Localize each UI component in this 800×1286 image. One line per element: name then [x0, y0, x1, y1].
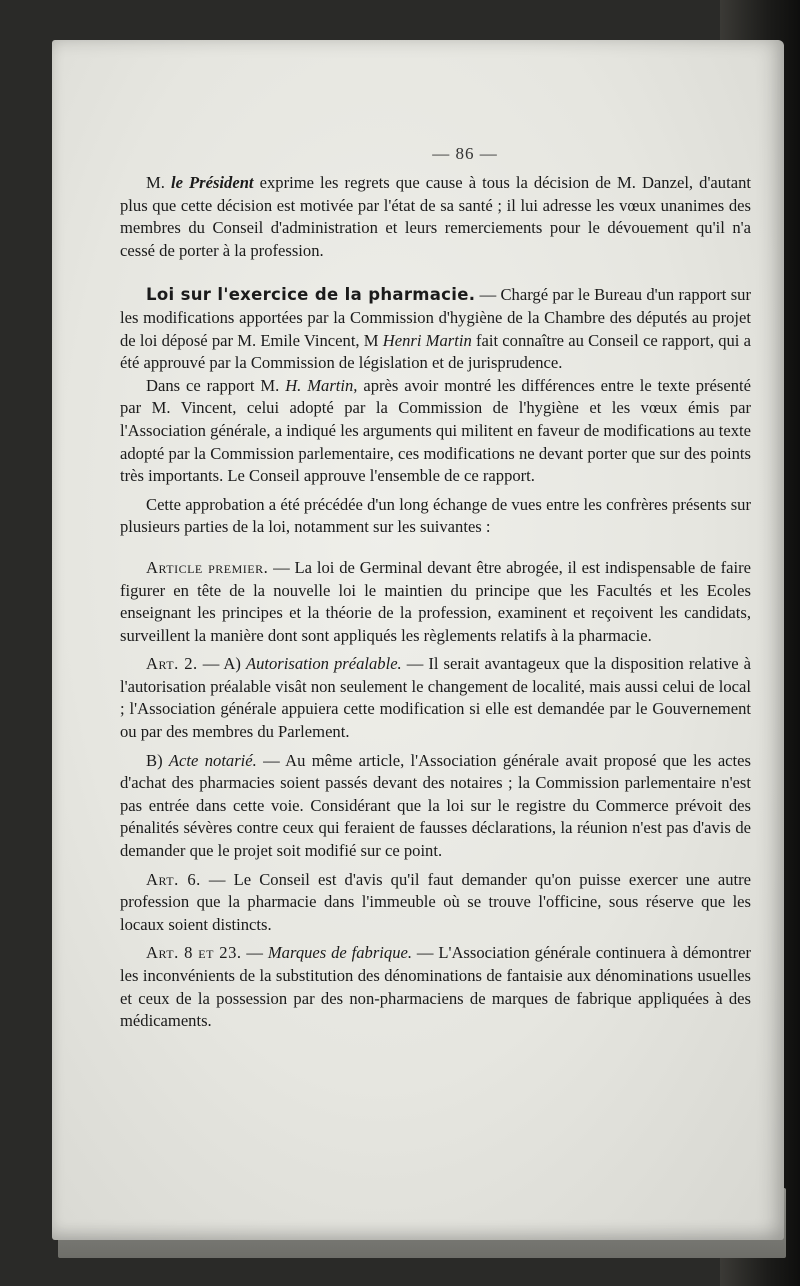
text-run: après avoir montré les différences entre le texte présenté par M. Vincent, celui adopté par la Commission de l'hygiène et les vœux émis par l'Association générale, a indiqué les arguments qui militent en faveur de modifications au texte adopté par la Commission parlementaire, ces modifications ne devant porter que sur des points très importants. Le Conseil approuve l'ensemble de ce rapport. [120, 375, 751, 486]
text-run: — L'Association générale continuera à démontrer les inconvénients de la substitution des dénominations de fantaisie aux dénominations usuelles et ceux de la possession par des non-pharmaciens de marques de fabrique appliquées à des médicaments. [120, 943, 752, 1031]
text-run: Dans ce rapport M. [146, 375, 286, 395]
text-run: — Il serait avantageux que la disposition relative à l'autorisation préalable visât non seulement le changement de localité, mais aussi celui de local ; l'Association générale appuiera cette modification si elle est demandée par le Gouvernement ou par des membres du Parlement. [120, 654, 751, 742]
text-run: fait connaître au Conseil ce rapport, qui a été approuvé par la Commission de législation et de jurisprudence. [120, 330, 751, 373]
text-run: — Au même article, l'Association générale avait proposé que les actes d'achat des pharmacies soient passés devant des notaires ; la Commission parlementaire n'est pas entrée dans cette voie. Considérant que la loi sur le registre du Commerce prévoit des pénalités sévères contre ceux qui feraient de fausses déclarations, la réunion n'est pas d'avis de demander que le projet soit modifié sur ce point. [120, 750, 751, 861]
person-name: Henri Martin [382, 330, 472, 350]
article-label: Art. 8 et 23. [146, 943, 242, 963]
text-run: Cette approbation a été précédée d'un long échange de vues entre les confrères présents sur plusieurs parties de la loi, notamment sur les suivantes : [120, 494, 751, 537]
paragraph-approbation [120, 494, 751, 539]
paragraph-acte-notarie [120, 750, 751, 863]
paragraph-article-8-23 [120, 942, 751, 1032]
page-body [120, 140, 751, 1033]
text-run: — Chargé par le Bureau d'un rapport sur les modifications apportées par la Commission d'hygiène de la Chambre des députés au projet de loi déposé par M. Emile Vincent, M [120, 285, 751, 350]
section-heading: Loi sur l'exercice de la pharmacie. [146, 285, 476, 305]
paragraph-article-premier [120, 557, 751, 647]
text-run: exprime les regrets que cause à tous la décision de M. Danzel, d'autant plus que cette décision est motivée par l'état de sa santé ; il lui adresse les vœux unanimes des membres du Conseil d'administration et leurs remerciements pour le dévouement qu'il n'a cessé de porter à la profession. [120, 173, 751, 260]
article-label: Article premier. [146, 557, 269, 577]
article-title: Acte notarié. [168, 750, 257, 770]
article-label: Art. 6. [146, 869, 201, 889]
text-run: — La loi de Germinal devant être abrogée, il est indispensable de faire figurer en tête de la nouvelle loi le maintien du principe que les Facultés et les Ecoles enseignant les principes et la théorie de la profession, examinent et reçoivent les candidats, surveillent la manière dont sont appliqués les règlements relatifs à la pharmacie. [120, 557, 751, 645]
text-run: B) [146, 750, 169, 770]
article-label: Art. 2. [146, 654, 198, 674]
paragraph-rapport [120, 375, 751, 488]
paragraph-article-6 [120, 869, 751, 937]
paragraph-article-2 [120, 653, 751, 743]
article-title: Autorisation préalable. [245, 654, 402, 674]
text-run: — [241, 943, 268, 963]
paragraph-loi-exercice [120, 284, 751, 374]
article-title: Marques de fabrique. [267, 943, 412, 963]
text-run: M. [146, 173, 171, 192]
text-run: — A) [197, 654, 246, 674]
paragraph-president [120, 172, 751, 262]
spacer [120, 262, 751, 284]
spacer [120, 539, 751, 557]
president-name: le Président [170, 173, 254, 192]
person-name: H. Martin, [285, 375, 358, 395]
page-number: — 86 — [432, 144, 498, 163]
text-run: — Le Conseil est d'avis qu'il faut demander qu'on puisse exercer une autre profession que la pharmacie dans l'immeuble où se trouve l'officine, sous réserve que les locaux soient distincts. [120, 869, 751, 934]
